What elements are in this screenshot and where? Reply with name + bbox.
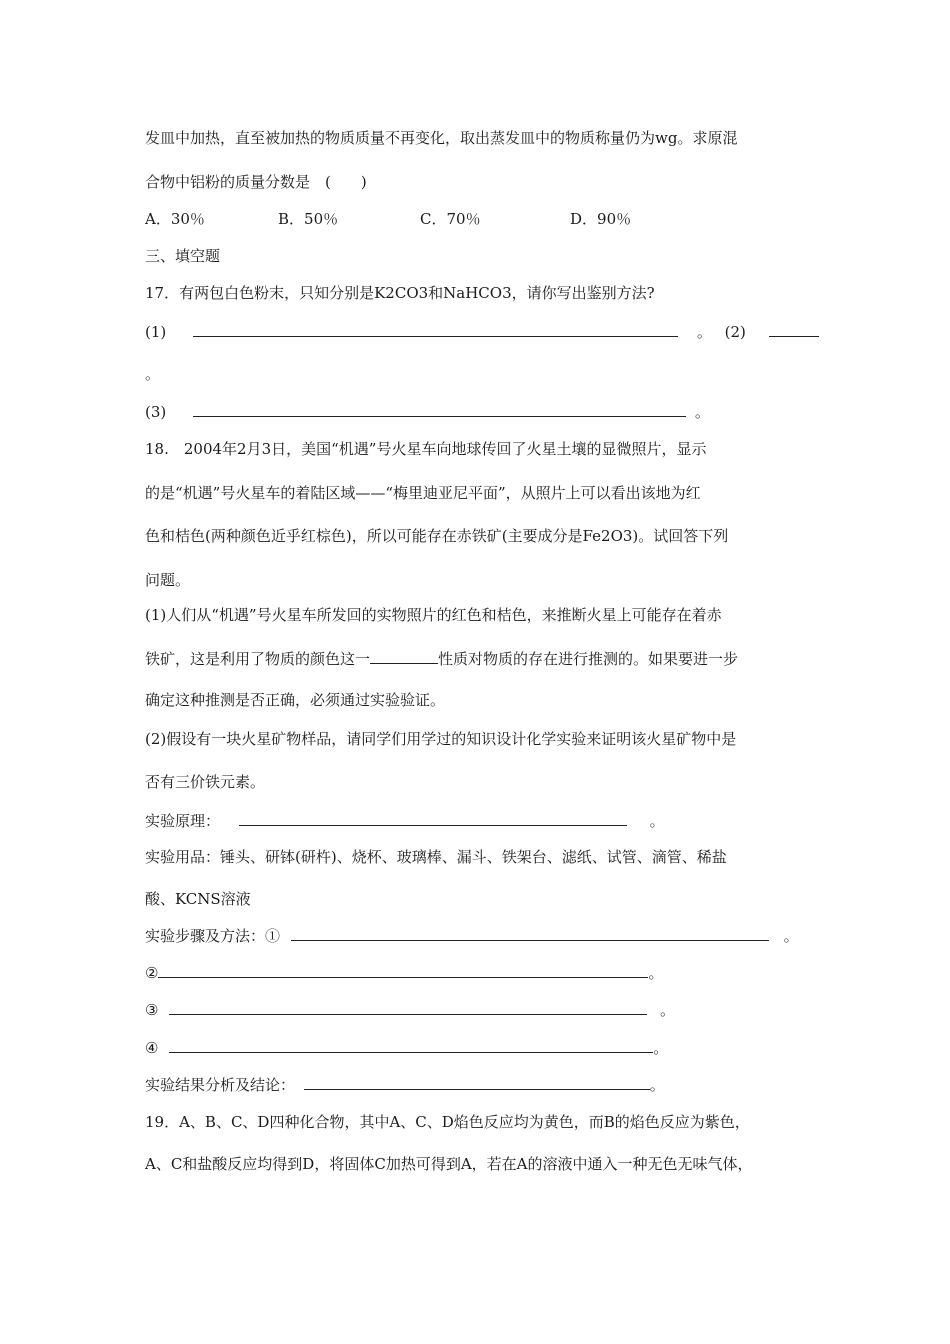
step-1-end: 。 — [783, 927, 799, 945]
q18-line2: 的是“机遇”号火星车的着陆区域——“梅里迪亚尼平面”，从照片上可以看出该地为红 — [145, 484, 701, 502]
q18-p1-line3: 确定这种推测是否正确，必须通过实验验证。 — [145, 691, 446, 709]
step-1-row — [145, 926, 799, 946]
result-end: 。 — [649, 1076, 665, 1094]
q18-line4: 问题。 — [145, 571, 191, 589]
q17-stem: 17．有两包白色粉末，只知分别是K2CO3和NaHCO3，请你写出鉴别方法? — [145, 284, 655, 302]
q17-end-1: 。 — [696, 323, 712, 341]
q17-answer-1-row — [145, 322, 819, 342]
supplies-line1: 实验用品：锤头、研钵(研杵)、烧杯、玻璃棒、漏斗、铁架台、滤纸、试管、滴管、稀盐 — [145, 848, 727, 866]
step-2-label: ② — [145, 964, 159, 982]
step-4-end: 。 — [653, 1039, 669, 1057]
step-4-row — [145, 1038, 668, 1058]
result-label: 实验结果分析及结论： — [145, 1076, 296, 1094]
q18-line1: 18. 2004年2月3日，美国“机遇”号火星车向地球传回了火星土壤的显微照片，显示 — [145, 440, 707, 458]
q18-p2-line1: (2)假设有一块火星矿物样品，请同学们用学过的知识设计化学实验来证明该火星矿物中是 — [145, 730, 737, 748]
option-b: B．50％ — [278, 210, 339, 228]
step-2-end: 。 — [648, 964, 664, 982]
step-3-end: 。 — [660, 1001, 676, 1019]
result-row — [145, 1075, 665, 1095]
q17-label-2: (2) — [724, 323, 746, 341]
steps-label: 实验步骤及方法：① — [145, 927, 281, 945]
principle-row — [145, 811, 665, 831]
option-c: C．70％ — [420, 210, 481, 228]
principle-label: 实验原理： — [145, 812, 221, 830]
step-3-label: ③ — [145, 1001, 159, 1019]
q19-line1: 19．A、B、C、D四种化合物，其中A、C、D焰色反应均为黄色，而B的焰色反应为紫色， — [145, 1113, 750, 1131]
q18-p1-line2a: 铁矿，这是利用了物质的颜色这一 — [145, 650, 371, 668]
q17-end-2: 。 — [145, 365, 161, 383]
step-2-row — [145, 963, 663, 983]
option-d: D．90％ — [570, 210, 632, 228]
q19-line2: A、C和盐酸反应均得到D，将固体C加热可得到A，若在A的溶液中通入一种无色无味气体， — [145, 1155, 753, 1173]
step-4-blank[interactable] — [169, 1038, 653, 1053]
q17-answer-3-row — [145, 402, 710, 422]
q17-label-3: (3) — [145, 403, 167, 421]
section-title: 三、填空题 — [145, 247, 221, 265]
q17-blank-1[interactable] — [193, 322, 678, 337]
q18-line3: 色和桔色(两种颜色近乎红棕色)，所以可能存在赤铁矿(主要成分是Fe2O3)。试回答下列 — [145, 527, 729, 545]
step-2-blank[interactable] — [158, 963, 648, 978]
q18-property-blank[interactable] — [370, 649, 438, 664]
q18-p1-line2b: 性质对物质的存在进行推测的。如果要进一步 — [438, 650, 739, 668]
supplies-line2: 酸、KCNS溶液 — [145, 890, 251, 908]
option-a: A．30％ — [145, 210, 205, 228]
q16-options — [145, 209, 785, 229]
q16-line2: 合物中铝粉的质量分数是 ( ) — [145, 173, 367, 191]
q18-p2-line2: 否有三价铁元素。 — [145, 773, 266, 791]
step-1-blank[interactable] — [291, 926, 769, 941]
q17-blank-3[interactable] — [193, 402, 686, 417]
q17-label-1: (1) — [145, 323, 167, 341]
q18-p1-line1: (1)人们从“机遇”号火星车所发回的实物照片的红色和桔色，来推断火星上可能存在着赤 — [145, 606, 722, 624]
q17-blank-2[interactable] — [769, 322, 819, 337]
step-3-row — [145, 1000, 675, 1020]
step-3-blank[interactable] — [169, 1000, 647, 1015]
q18-p1-line2 — [145, 649, 738, 669]
q16-line1: 发皿中加热，直至被加热的物质质量不再变化，取出蒸发皿中的物质称量仍为wg。求原混 — [145, 129, 738, 147]
principle-end: 。 — [649, 812, 665, 830]
result-blank[interactable] — [304, 1075, 650, 1090]
q17-end-3: 。 — [694, 403, 710, 421]
step-4-label: ④ — [145, 1039, 159, 1057]
principle-blank[interactable] — [239, 811, 627, 826]
